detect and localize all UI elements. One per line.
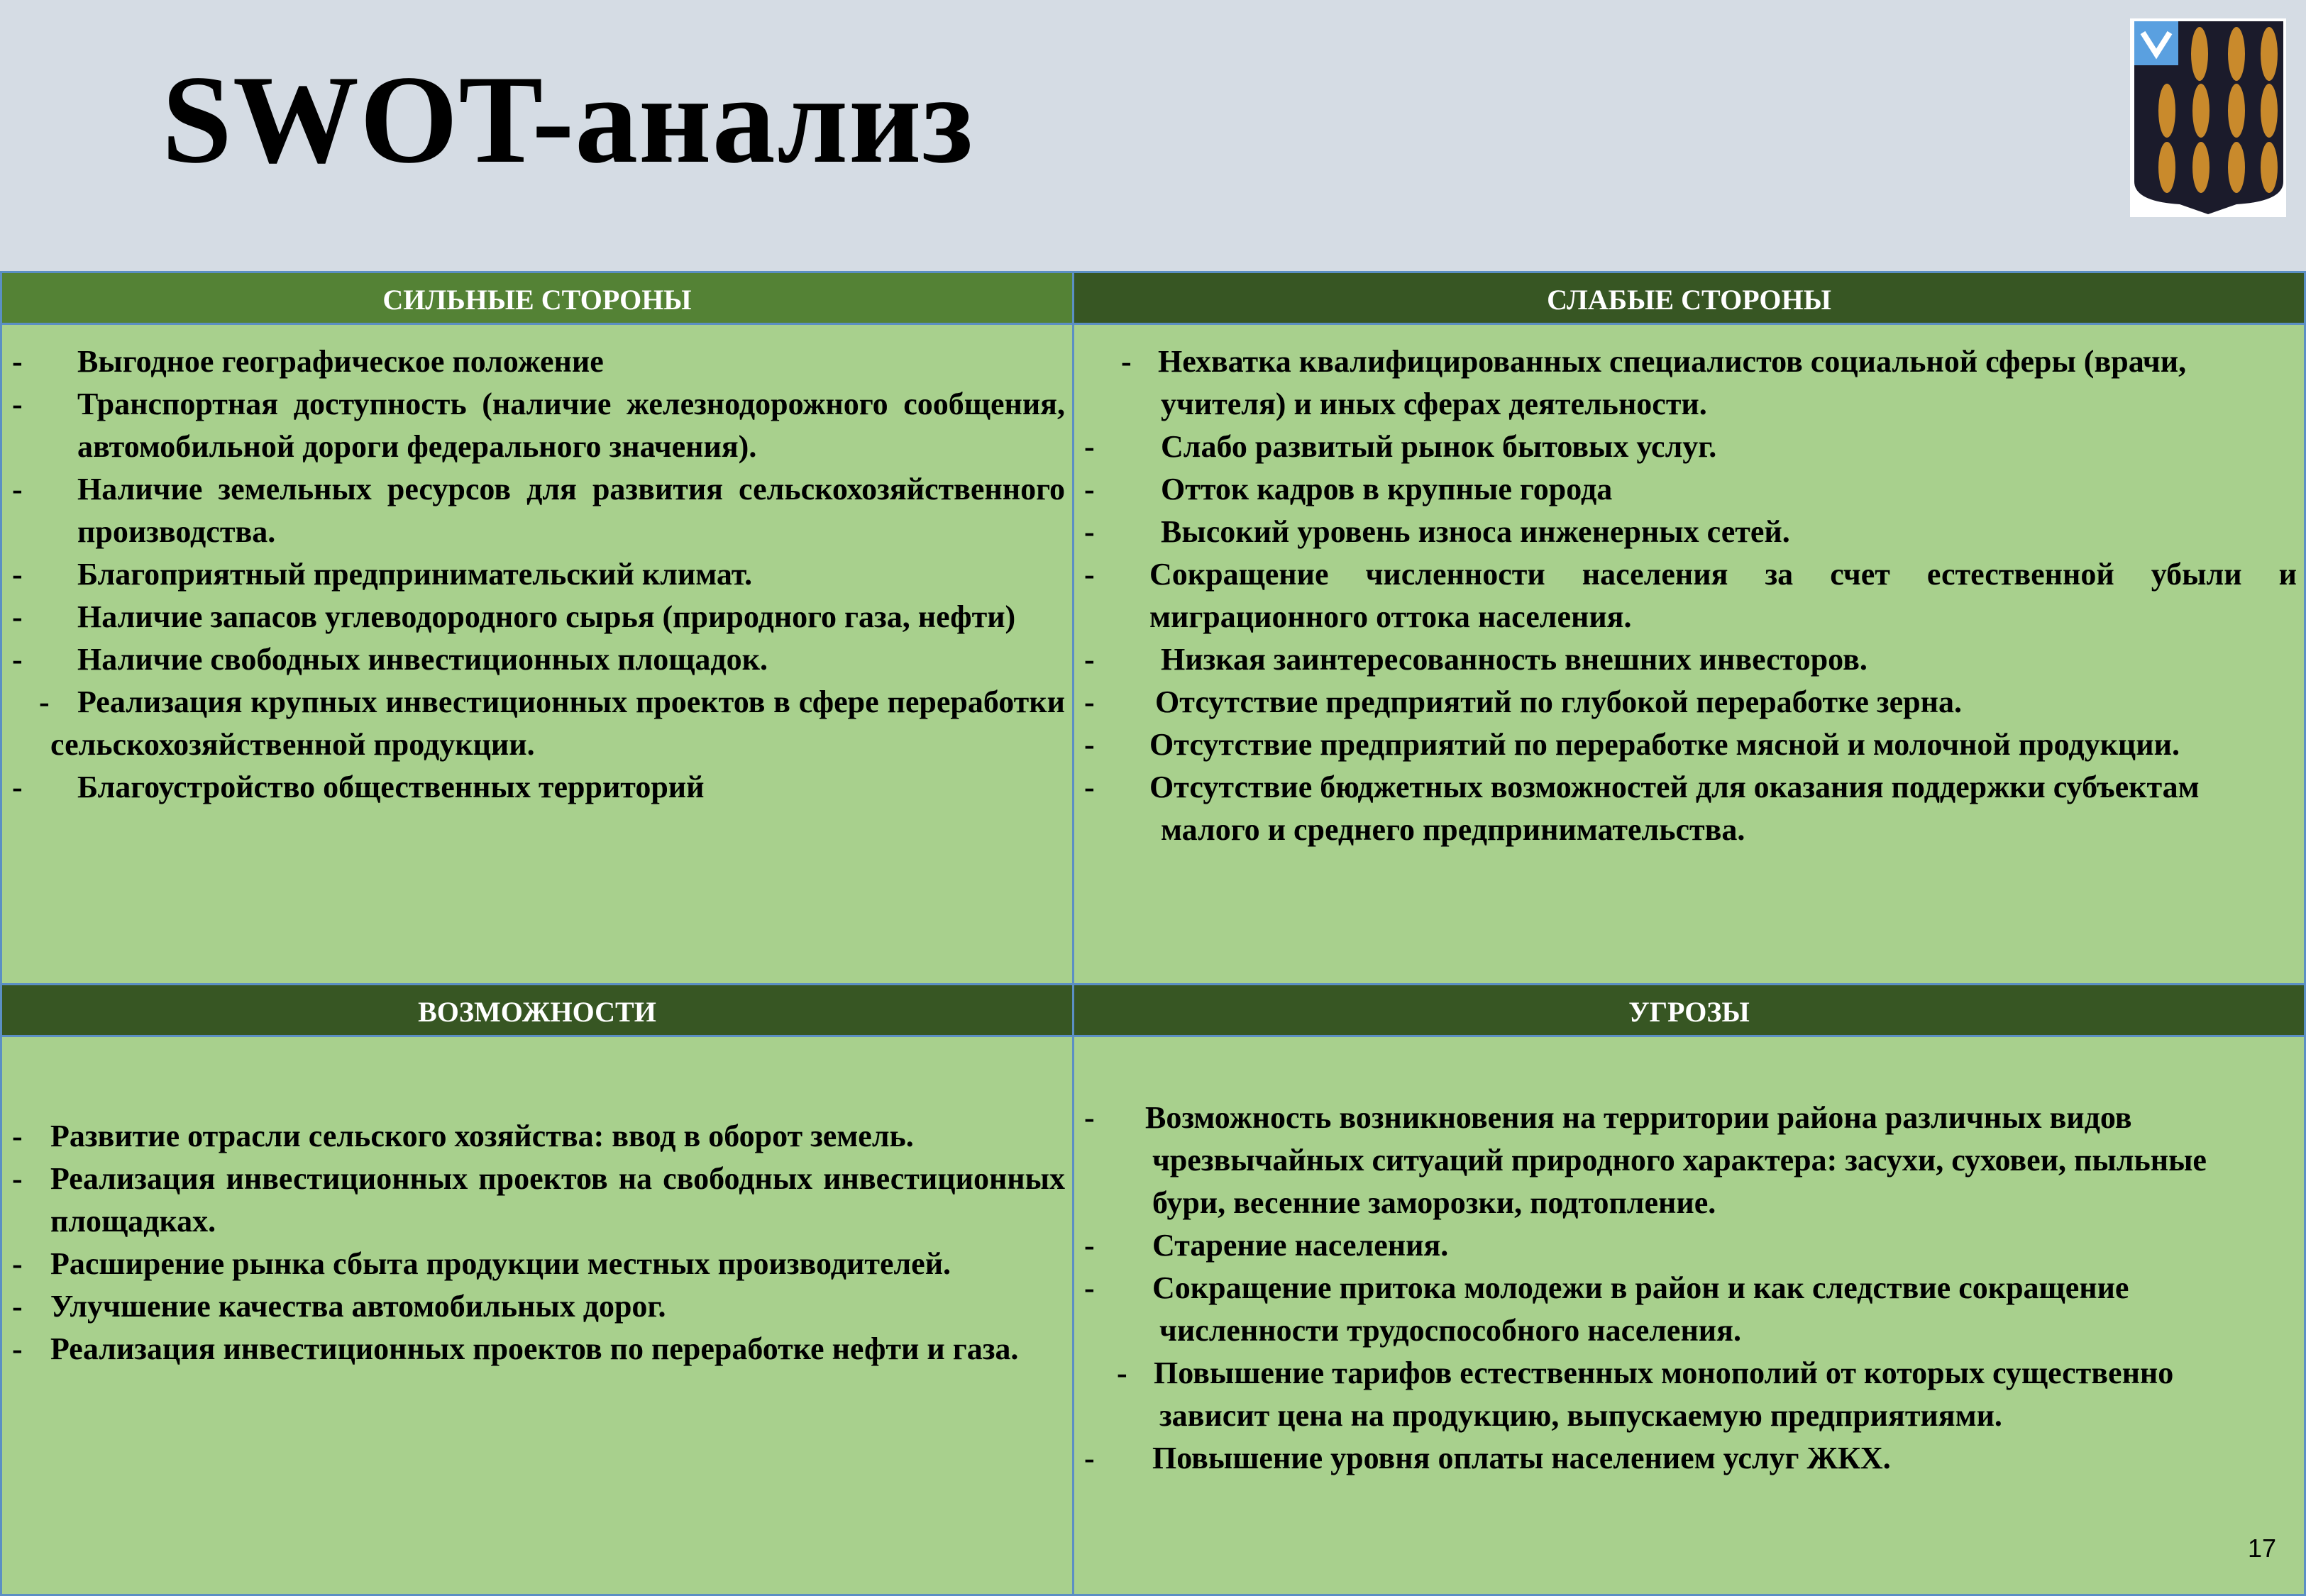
opportunities-header: ВОЗМОЖНОСТИ [0, 983, 1074, 1037]
list-item: - Отсутствие предприятий по глубокой переработке зерна. [1081, 681, 2297, 724]
list-item: малого и среднего предпринимательства. [1161, 812, 1745, 847]
threats-list [1081, 1097, 2297, 1480]
list-item: учителя) и иных сферах деятельности. [1161, 387, 1707, 421]
list-item: - Реализация инвестиционных проектов по переработке нефти и газа. [9, 1328, 1065, 1370]
coat-of-arms-icon [2130, 18, 2286, 217]
list-item: - Наличие запасов углеводородного сырья (природного газа, нефти) [9, 596, 1065, 638]
list-item: - Выгодное географическое положение [9, 340, 1065, 383]
list-item: - Наличие свободных инвестиционных площадок. [9, 638, 1065, 681]
weaknesses-list [1081, 340, 2297, 851]
list-item: - Улучшение качества автомобильных дорог. [9, 1285, 1065, 1328]
list-item: - Нехватка квалифицированных специалистов социальной сферы (врачи, [1081, 340, 2297, 383]
threats-cell [1072, 1035, 2306, 1596]
strengths-list [9, 340, 1065, 809]
threats-header: УГРОЗЫ [1072, 983, 2306, 1037]
opportunities-cell [0, 1035, 1074, 1596]
list-item: - Повышение тарифов естественных монополий от которых существенно [1081, 1352, 2297, 1395]
list-item: чрезвычайных ситуаций природного характера: засухи, суховеи, пыльные [1152, 1143, 2207, 1177]
list-item: зависит цена на продукцию, выпускаемую предприятиями. [1159, 1398, 2002, 1433]
list-item: - Расширение рынка сбыта продукции местных производителей. [9, 1243, 1065, 1285]
list-item: бури, весенние заморозки, подтопление. [1152, 1185, 1716, 1220]
weaknesses-cell [1072, 323, 2306, 985]
list-item: численности трудоспособного населения. [1159, 1313, 1741, 1348]
weaknesses-header: СЛАБЫЕ СТОРОНЫ [1072, 271, 2306, 325]
list-item: - Слабо развитый рынок бытовых услуг. [1081, 426, 2297, 468]
page-number: 17 [2247, 1534, 2276, 1563]
list-item: - Реализация крупных инвестиционных проектов в сфере переработки сельскохозяйственной продукции. [9, 681, 1065, 766]
list-item: - Высокий уровень износа инженерных сетей. [1081, 511, 2297, 553]
strengths-cell [0, 323, 1074, 985]
list-item: - Сокращение численности населения за счет естественной убыли и миграционного оттока населения. [1081, 553, 2297, 638]
list-item: - Повышение уровня оплаты населением услуг ЖКХ. [1081, 1437, 2297, 1480]
list-item: - Благоприятный предпринимательский климат. [9, 553, 1065, 596]
list-item: - Реализация инвестиционных проектов на свободных инвестиционных площадках. [9, 1158, 1065, 1243]
opportunities-list [9, 1115, 1065, 1370]
list-item: - Сокращение притока молодежи в район и как следствие сокращение [1081, 1267, 2297, 1309]
list-item: - Отсутствие бюджетных возможностей для оказания поддержки субъектам [1081, 766, 2297, 809]
list-item: - Благоустройство общественных территорий [9, 766, 1065, 809]
list-item: - Старение населения. [1081, 1224, 2297, 1267]
page-title: SWOT-анализ [162, 49, 974, 189]
list-item: - Развитие отрасли сельского хозяйства: ввод в оборот земель. [9, 1115, 1065, 1158]
list-item: - Возможность возникновения на территории района различных видов [1081, 1097, 2297, 1139]
list-item: - Транспортная доступность (наличие железнодорожного сообщения, автомобильной дороги федерального значения). [9, 383, 1065, 468]
list-item: - Наличие земельных ресурсов для развития сельскохозяйственного производства. [9, 468, 1065, 553]
list-item: - Отсутствие предприятий по переработке мясной и молочной продукции. [1081, 724, 2297, 766]
list-item: - Низкая заинтересованность внешних инвесторов. [1081, 638, 2297, 681]
list-item: - Отток кадров в крупные города [1081, 468, 2297, 511]
strengths-header: СИЛЬНЫЕ СТОРОНЫ [0, 271, 1074, 325]
